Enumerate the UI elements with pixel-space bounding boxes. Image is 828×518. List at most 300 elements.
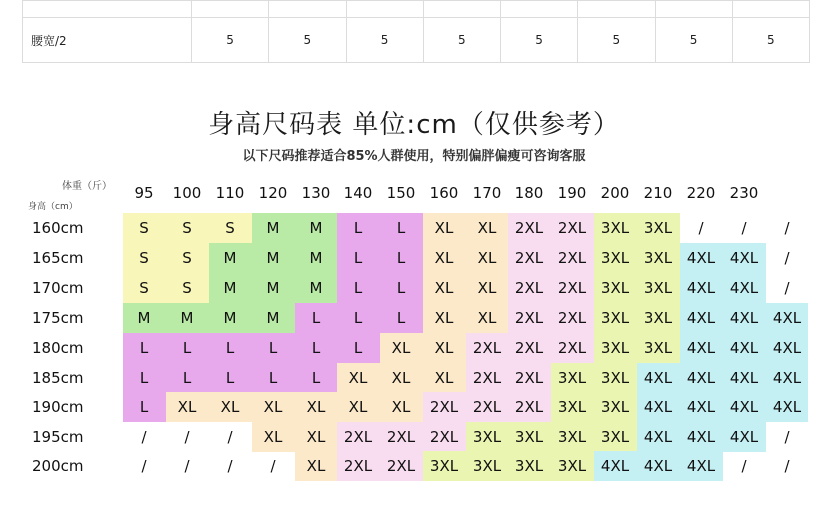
size-value: /	[741, 457, 747, 475]
size-cell	[296, 244, 336, 272]
size-value: XL	[477, 249, 497, 267]
size-value: S	[139, 219, 149, 237]
size-value: 2XL	[557, 279, 587, 297]
size-cell	[210, 393, 250, 421]
size-value: 3XL	[429, 457, 459, 475]
size-value: 2XL	[557, 309, 587, 327]
size-cell	[681, 334, 721, 362]
size-cell	[167, 393, 207, 421]
size-cell	[381, 274, 421, 302]
size-value: XL	[306, 457, 326, 475]
size-value: 2XL	[514, 219, 544, 237]
size-value: M	[223, 279, 237, 297]
size-value: 4XL	[772, 369, 802, 387]
size-value: 4XL	[686, 339, 716, 357]
size-value: L	[139, 369, 149, 387]
waist-value: 5	[732, 18, 809, 63]
size-value: /	[141, 428, 147, 446]
size-cell	[253, 423, 293, 451]
size-value: 2XL	[472, 369, 502, 387]
size-cell	[767, 423, 807, 451]
size-value: 4XL	[686, 369, 716, 387]
size-value: M	[309, 219, 323, 237]
size-value: 4XL	[600, 457, 630, 475]
size-value: 2XL	[514, 279, 544, 297]
size-cell	[381, 244, 421, 272]
size-value: XL	[477, 279, 497, 297]
size-value: 4XL	[686, 279, 716, 297]
size-cell	[595, 364, 635, 392]
size-cell	[167, 423, 207, 451]
size-value: 3XL	[600, 398, 630, 416]
size-value: L	[396, 279, 406, 297]
size-value: /	[184, 428, 190, 446]
waist-value: 5	[269, 18, 346, 63]
table-row	[23, 18, 810, 63]
size-cell	[210, 274, 250, 302]
size-cell	[424, 304, 464, 332]
size-cell	[681, 452, 721, 480]
size-cell	[724, 334, 764, 362]
waist-row-label: 腰宽/2	[23, 18, 192, 63]
size-value: 2XL	[514, 398, 544, 416]
size-value: 3XL	[600, 309, 630, 327]
size-cell	[509, 244, 549, 272]
size-cell	[638, 274, 678, 302]
waist-size-table	[22, 0, 810, 63]
size-cell	[167, 304, 207, 332]
size-value: 3XL	[557, 457, 587, 475]
size-value: 3XL	[600, 428, 630, 446]
size-cell	[253, 364, 293, 392]
size-value: /	[698, 219, 704, 237]
size-value: 2XL	[429, 428, 459, 446]
size-value: L	[268, 339, 278, 357]
size-value: 3XL	[643, 249, 673, 267]
size-cell	[167, 244, 207, 272]
size-value: 2XL	[557, 249, 587, 267]
size-value: 2XL	[514, 339, 544, 357]
size-cell	[381, 214, 421, 242]
size-cell	[467, 334, 507, 362]
height-label: 190cm	[32, 398, 84, 416]
size-value: 2XL	[557, 339, 587, 357]
size-cell	[681, 274, 721, 302]
size-cell	[296, 364, 336, 392]
size-value: S	[182, 279, 192, 297]
size-cell	[767, 214, 807, 242]
size-value: 4XL	[686, 249, 716, 267]
weight-header: 130	[301, 184, 331, 202]
size-cell	[509, 452, 549, 480]
size-value: XL	[263, 428, 283, 446]
size-value: 3XL	[643, 309, 673, 327]
size-cell	[338, 214, 378, 242]
weight-header: 200	[600, 184, 630, 202]
size-value: 3XL	[557, 428, 587, 446]
size-cell	[338, 393, 378, 421]
size-value: L	[311, 309, 321, 327]
size-cell	[167, 364, 207, 392]
size-cell	[638, 334, 678, 362]
size-value: XL	[391, 398, 411, 416]
size-cell	[210, 334, 250, 362]
size-cell	[681, 364, 721, 392]
size-value: 4XL	[643, 369, 673, 387]
size-cell	[767, 244, 807, 272]
size-cell	[253, 214, 293, 242]
size-value: /	[227, 428, 233, 446]
weight-header: 180	[514, 184, 544, 202]
page-subtitle: 以下尺码推荐适合85%人群使用，特别偏胖偏瘦可咨询客服	[242, 149, 586, 164]
size-cell	[338, 364, 378, 392]
size-value: 3XL	[600, 369, 630, 387]
size-value: /	[227, 457, 233, 475]
weight-header: 150	[386, 184, 416, 202]
size-cell	[467, 393, 507, 421]
size-cell	[210, 423, 250, 451]
size-cell	[724, 393, 764, 421]
size-value: XL	[434, 339, 454, 357]
size-value: S	[182, 249, 192, 267]
height-label: 200cm	[32, 457, 84, 475]
size-cell	[595, 423, 635, 451]
size-value: 3XL	[600, 279, 630, 297]
size-cell	[467, 452, 507, 480]
size-value: 4XL	[686, 398, 716, 416]
height-label: 185cm	[32, 369, 84, 387]
size-value: 2XL	[343, 428, 373, 446]
size-value: 4XL	[729, 428, 759, 446]
size-cell	[595, 452, 635, 480]
size-cell	[595, 244, 635, 272]
size-cell	[467, 304, 507, 332]
size-cell	[253, 304, 293, 332]
height-label: 160cm	[32, 219, 84, 237]
size-value: M	[180, 309, 194, 327]
size-cell	[552, 274, 592, 302]
size-value: L	[311, 369, 321, 387]
size-cell	[552, 423, 592, 451]
size-cell	[681, 214, 721, 242]
size-value: XL	[434, 369, 454, 387]
weight-header: 100	[172, 184, 202, 202]
height-axis-label: 身高（cm）	[28, 202, 78, 212]
weight-header: 190	[557, 184, 587, 202]
size-cell	[724, 274, 764, 302]
size-cell	[595, 214, 635, 242]
size-cell	[296, 393, 336, 421]
size-value: 4XL	[729, 249, 759, 267]
size-value: 4XL	[643, 398, 673, 416]
size-cell	[552, 364, 592, 392]
size-value: L	[353, 219, 363, 237]
weight-header: 95	[134, 184, 154, 202]
size-value: /	[141, 457, 147, 475]
size-cell	[724, 304, 764, 332]
size-cell	[552, 334, 592, 362]
size-value: 4XL	[729, 279, 759, 297]
size-cell	[167, 334, 207, 362]
size-cell	[638, 393, 678, 421]
size-cell	[767, 364, 807, 392]
size-cell	[681, 244, 721, 272]
size-cell	[595, 274, 635, 302]
size-value: XL	[306, 428, 326, 446]
size-cell	[509, 214, 549, 242]
size-cell	[467, 423, 507, 451]
size-value: XL	[434, 279, 454, 297]
size-value: 2XL	[472, 339, 502, 357]
size-cell	[296, 304, 336, 332]
size-cell	[595, 304, 635, 332]
size-cell	[381, 364, 421, 392]
size-cell	[296, 274, 336, 302]
size-cell	[424, 364, 464, 392]
size-value: /	[784, 457, 790, 475]
size-value: 2XL	[386, 457, 416, 475]
size-value: S	[139, 279, 149, 297]
size-cell	[424, 274, 464, 302]
size-value: /	[270, 457, 276, 475]
size-cell	[509, 393, 549, 421]
size-cell	[338, 244, 378, 272]
size-cell	[124, 393, 164, 421]
size-value: XL	[263, 398, 283, 416]
size-value: L	[139, 339, 149, 357]
size-value: /	[784, 279, 790, 297]
size-cell	[681, 393, 721, 421]
waist-value: 5	[423, 18, 500, 63]
size-value: XL	[177, 398, 197, 416]
size-cell	[124, 244, 164, 272]
size-value: 4XL	[643, 457, 673, 475]
size-cell	[595, 393, 635, 421]
size-value: L	[396, 249, 406, 267]
size-value: 4XL	[686, 309, 716, 327]
size-value: 4XL	[772, 309, 802, 327]
size-cell	[767, 304, 807, 332]
size-value: 3XL	[643, 339, 673, 357]
size-cell	[681, 423, 721, 451]
size-cell	[724, 244, 764, 272]
size-cell	[381, 423, 421, 451]
size-value: M	[309, 279, 323, 297]
size-cell	[638, 244, 678, 272]
size-cell	[253, 393, 293, 421]
size-cell	[552, 452, 592, 480]
height-label: 170cm	[32, 279, 84, 297]
size-value: XL	[391, 369, 411, 387]
size-cell	[424, 214, 464, 242]
size-value: 2XL	[472, 398, 502, 416]
size-cell	[124, 214, 164, 242]
size-cell	[552, 244, 592, 272]
size-cell	[210, 452, 250, 480]
size-value: 3XL	[557, 398, 587, 416]
size-value: 4XL	[686, 457, 716, 475]
weight-header: 110	[215, 184, 245, 202]
size-cell	[124, 334, 164, 362]
size-cell	[381, 304, 421, 332]
size-value: XL	[477, 219, 497, 237]
size-cell	[724, 452, 764, 480]
size-cell	[467, 364, 507, 392]
size-cell	[296, 452, 336, 480]
size-cell	[424, 244, 464, 272]
size-value: L	[225, 369, 235, 387]
size-value: L	[268, 369, 278, 387]
size-value: 3XL	[643, 279, 673, 297]
size-value: L	[353, 279, 363, 297]
size-cell	[338, 334, 378, 362]
size-cell	[381, 452, 421, 480]
size-cell	[296, 334, 336, 362]
size-cell	[638, 214, 678, 242]
size-cell	[381, 393, 421, 421]
size-cell	[724, 423, 764, 451]
size-value: 3XL	[600, 219, 630, 237]
size-cell	[124, 423, 164, 451]
size-value: L	[182, 339, 192, 357]
size-value: L	[225, 339, 235, 357]
size-cell	[638, 364, 678, 392]
table-row	[23, 1, 810, 18]
size-value: M	[137, 309, 151, 327]
size-cell	[467, 244, 507, 272]
waist-value: 5	[578, 18, 655, 63]
size-cell	[552, 214, 592, 242]
size-value: M	[266, 279, 280, 297]
size-value: L	[396, 309, 406, 327]
size-cell	[638, 452, 678, 480]
size-value: XL	[434, 219, 454, 237]
weight-header: 160	[429, 184, 459, 202]
size-value: XL	[434, 249, 454, 267]
size-value: 2XL	[386, 428, 416, 446]
size-value: /	[784, 249, 790, 267]
size-cell	[124, 364, 164, 392]
size-value: 2XL	[343, 457, 373, 475]
size-value: /	[784, 428, 790, 446]
size-value: XL	[348, 369, 368, 387]
size-cell	[467, 214, 507, 242]
size-cell	[338, 274, 378, 302]
size-cell	[509, 304, 549, 332]
size-cell	[681, 304, 721, 332]
size-value: /	[741, 219, 747, 237]
height-label: 165cm	[32, 249, 84, 267]
size-cell	[167, 214, 207, 242]
size-cell	[124, 304, 164, 332]
size-cell	[253, 452, 293, 480]
size-cell	[253, 274, 293, 302]
waist-value: 5	[501, 18, 578, 63]
size-value: 2XL	[514, 369, 544, 387]
height-label: 195cm	[32, 428, 84, 446]
size-cell	[296, 214, 336, 242]
size-cell	[210, 364, 250, 392]
size-value: 3XL	[643, 219, 673, 237]
waist-value: 5	[346, 18, 423, 63]
size-value: L	[353, 339, 363, 357]
size-cell	[124, 452, 164, 480]
size-cell	[210, 304, 250, 332]
size-value: 4XL	[729, 339, 759, 357]
size-value: 2XL	[429, 398, 459, 416]
size-value: XL	[348, 398, 368, 416]
weight-header: 220	[686, 184, 716, 202]
weight-header: 170	[472, 184, 502, 202]
weight-header: 230	[729, 184, 759, 202]
size-value: S	[182, 219, 192, 237]
size-cell	[767, 393, 807, 421]
size-cell	[767, 452, 807, 480]
size-value: 4XL	[772, 398, 802, 416]
size-value: 4XL	[643, 428, 673, 446]
size-value: L	[139, 398, 149, 416]
size-cell	[424, 334, 464, 362]
size-cell	[595, 334, 635, 362]
size-value: 3XL	[514, 428, 544, 446]
size-cell	[638, 304, 678, 332]
size-value: 4XL	[686, 428, 716, 446]
size-cell	[767, 274, 807, 302]
size-cell	[253, 244, 293, 272]
size-value: M	[309, 249, 323, 267]
size-value: 2XL	[514, 309, 544, 327]
size-value: S	[225, 219, 235, 237]
size-cell	[552, 393, 592, 421]
size-cell	[424, 452, 464, 480]
size-cell	[296, 423, 336, 451]
size-value: 3XL	[514, 457, 544, 475]
size-cell	[253, 334, 293, 362]
weight-header: 120	[258, 184, 288, 202]
weight-header: 210	[643, 184, 673, 202]
size-cell	[210, 214, 250, 242]
size-cell	[338, 304, 378, 332]
size-value: S	[139, 249, 149, 267]
size-value: M	[266, 249, 280, 267]
weight-axis-label: 体重（斤）	[62, 181, 112, 192]
size-value: M	[266, 219, 280, 237]
size-cell	[167, 274, 207, 302]
height-label: 180cm	[32, 339, 84, 357]
size-cell	[509, 423, 549, 451]
size-cell	[724, 214, 764, 242]
size-cell	[424, 423, 464, 451]
size-value: L	[396, 219, 406, 237]
size-value: 3XL	[472, 428, 502, 446]
size-cell	[381, 334, 421, 362]
size-value: 4XL	[729, 309, 759, 327]
size-value: 4XL	[729, 398, 759, 416]
size-value: 2XL	[557, 219, 587, 237]
size-value: XL	[220, 398, 240, 416]
size-value: /	[784, 219, 790, 237]
height-label: 175cm	[32, 309, 84, 327]
size-cell	[124, 274, 164, 302]
size-cell	[467, 274, 507, 302]
size-value: 3XL	[600, 249, 630, 267]
size-cell	[509, 274, 549, 302]
size-cell	[424, 393, 464, 421]
size-cell	[167, 452, 207, 480]
size-value: XL	[391, 339, 411, 357]
size-cell	[210, 244, 250, 272]
size-value: XL	[434, 309, 454, 327]
